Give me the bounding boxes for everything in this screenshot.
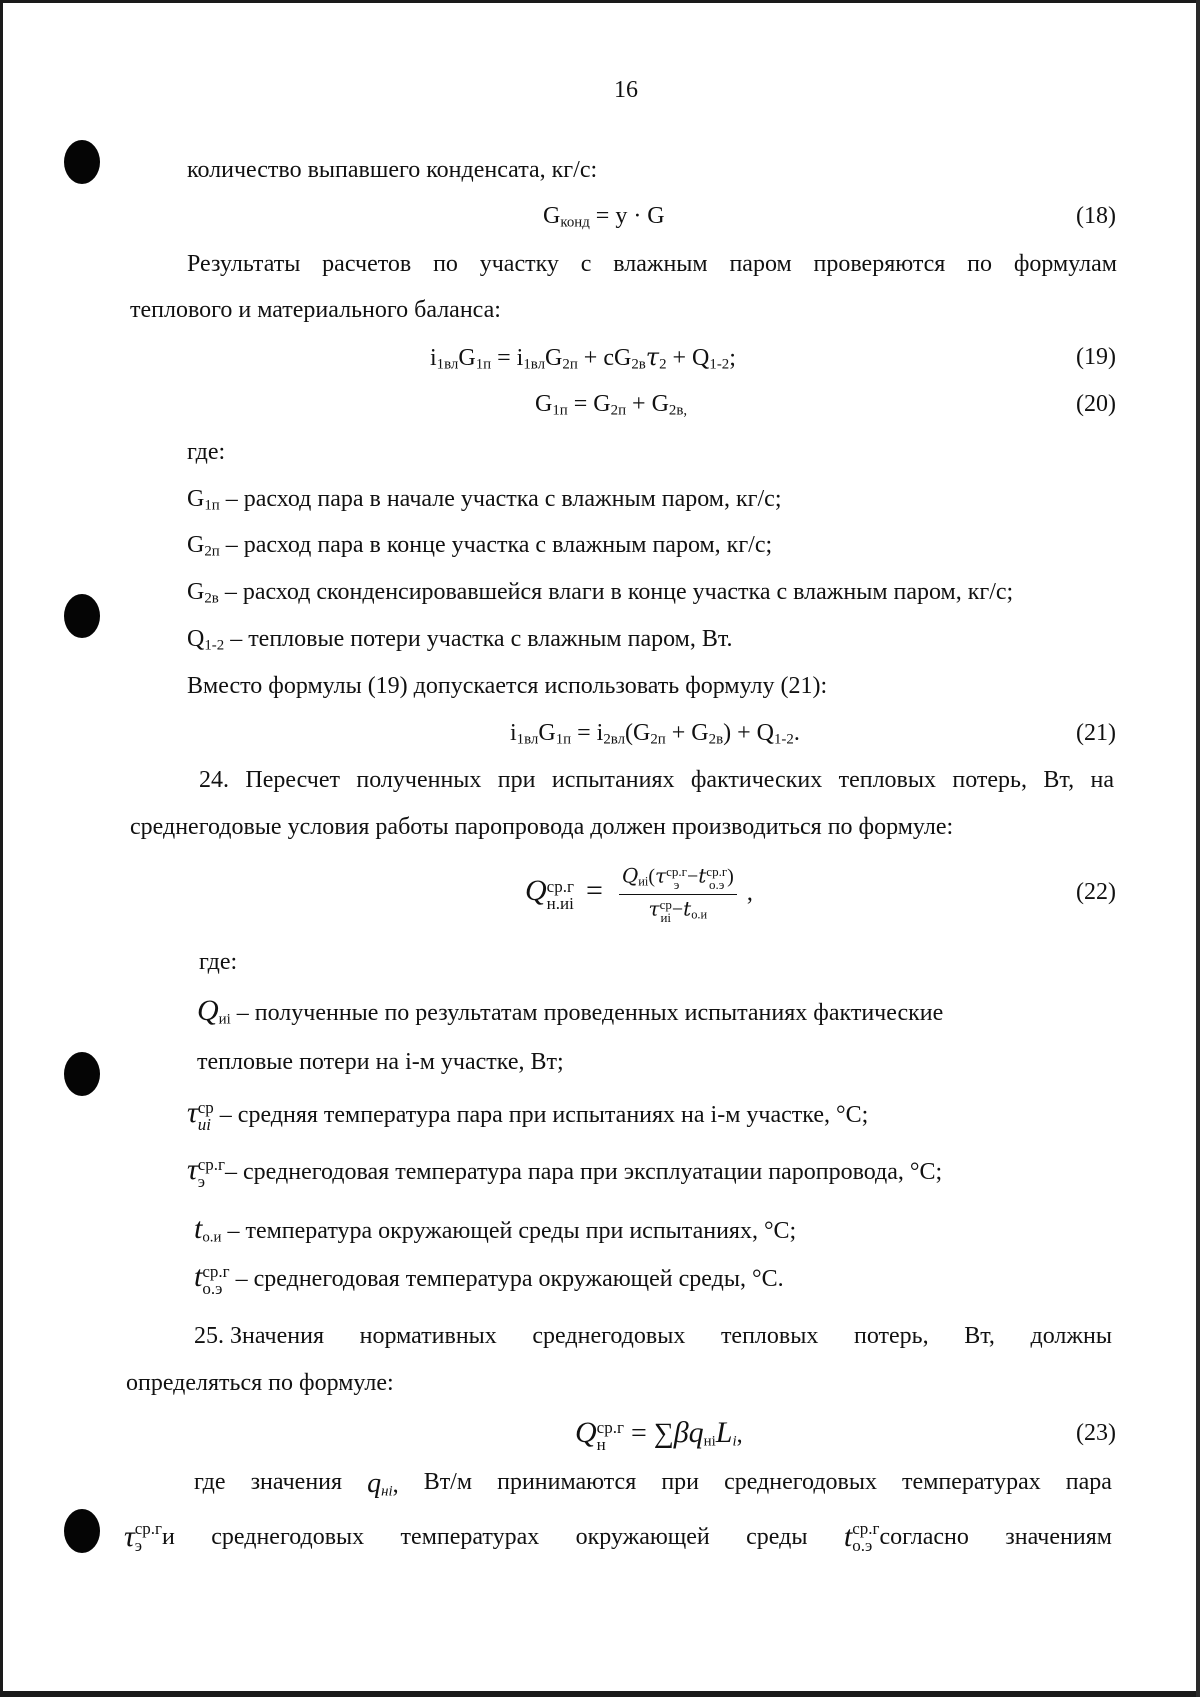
where-label: где:	[199, 949, 238, 975]
formula-number: (21)	[1076, 720, 1116, 746]
definition-line: τ ср.г э – среднегодовая температура пара при эксплуатации паропровода, °С;	[187, 1153, 943, 1192]
paragraph-line: 25. Значения нормативных среднегодовых тепловых потерь, Вт, должны	[194, 1323, 1112, 1349]
scan-border-top	[0, 0, 1200, 3]
formula-number: (22)	[1076, 879, 1116, 905]
formula-20: $G_{1п} = G_{2п} + G_{2в,}$	[535, 391, 688, 419]
paragraph-line: среднегодовые условия работы паропровода должен производиться по формуле:	[130, 814, 954, 840]
paragraph-line: определяться по формуле:	[126, 1370, 394, 1396]
definition-line: $G_{2п}$ – расход пара в конце участка с влажным паром, кг/с;	[187, 532, 773, 560]
formula-number: (23)	[1076, 1420, 1116, 1446]
paragraph-line: 24. Пересчет полученных при испытаниях фактических тепловых потерь, Вт, на	[199, 767, 1114, 793]
formula-21: $i_{1вл}G_{1п} = i_{2вл}(G_{2п} + G_{2в}) + Q_{1-2}$.	[510, 720, 800, 748]
fraction: $Q_{иi}(\tau$ ср.г э −t ср.г о.э ) τ ср иi $-t_{о.и}$	[619, 865, 737, 924]
definition-line: тепловые потери на i-м участке, Вт;	[197, 1049, 564, 1075]
formula-number: (18)	[1076, 203, 1116, 229]
scan-border-right	[1196, 0, 1200, 1697]
paragraph-line: τ ср.г э и среднегодовых температурах окружающей среды t ср.г о.э согласно значениям	[124, 1519, 1112, 1555]
definition-line: $G_{1п}$ – расход пара в начале участка с влажным паром, кг/с;	[187, 486, 782, 514]
where-label: где:	[187, 439, 226, 465]
definition-line: t ср.г о.э – среднегодовая температура окружающей среды, °С.	[194, 1260, 784, 1299]
formula-number: (20)	[1076, 391, 1116, 417]
formula-18: $G_{конд} = у \cdot G$	[543, 203, 665, 231]
definition-line: τ ср иi – средняя температура пара при испытаниях на i-м участке, °С;	[187, 1096, 869, 1135]
scan-border-left	[0, 0, 3, 1697]
paragraph: количество выпавшего конденсата, кг/с:	[187, 157, 598, 183]
formula-number: (19)	[1076, 344, 1116, 370]
formula-19: $i_{1вл}G_{1п} = i_{1вл}G_{2п} + cG_{2в}\tau_2 + Q_{1-2}$;	[430, 343, 736, 373]
punch-hole	[64, 594, 100, 638]
formula-23: Q ср.г н = $\sum\beta q_{нi}L_i$,	[575, 1416, 743, 1455]
definition-line: $Q_{1-2}$ – тепловые потери участка с влажным паром, Вт.	[187, 626, 733, 654]
paragraph-line: где значения $q_{нi}$, Вт/м принимаются при среднегодовых температурах пара	[194, 1468, 1112, 1500]
definition-line: $G_{2в}$ – расход сконденсировавшейся влаги в конце участка с влажным паром, кг/с;	[187, 579, 1014, 607]
page-number: 16	[614, 77, 638, 103]
definition-line: $Q_{иi}$ – полученные по результатам проведенных испытаниях фактические	[197, 994, 944, 1028]
paragraph-line: Результаты расчетов по участку с влажным паром проверяются по формулам	[187, 251, 1117, 277]
formula-22: Q ср.г н.иi = $Q_{иi}(\tau$ ср.г э −t ср.г о.э ) τ ср иi $-t_{о.и}$ ,	[525, 863, 753, 925]
punch-hole	[64, 140, 100, 184]
paragraph-line: теплового и материального баланса:	[130, 297, 501, 323]
definition-line: $t_{о.и}$ – температура окружающей среды при испытаниях, °С;	[194, 1212, 797, 1246]
paragraph: Вместо формулы (19) допускается использовать формулу (21):	[187, 673, 828, 699]
punch-hole	[64, 1509, 100, 1553]
punch-hole	[64, 1052, 100, 1096]
scan-border-bottom	[0, 1691, 1200, 1697]
